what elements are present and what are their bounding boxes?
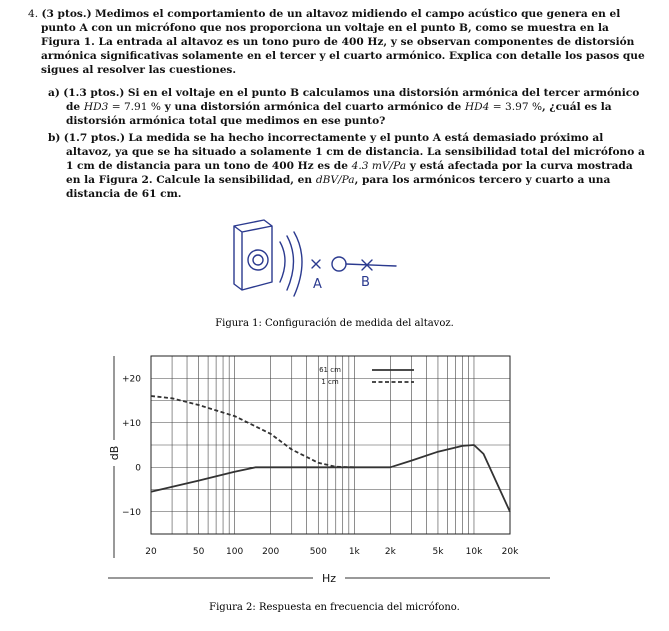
part-b-line-4-pre: en la Figura 2. Calcule la sensibilidad, en	[66, 174, 316, 186]
x-tick-label: 500	[309, 547, 327, 557]
y-tick-label: +20	[122, 374, 141, 385]
figure1-label-a: A	[313, 277, 322, 292]
figure1-caption: Figura 1: Configuración de medida del altavoz.	[215, 318, 454, 329]
x-tick-label: 100	[226, 547, 244, 557]
legend-label: 1 cm	[321, 378, 339, 386]
figure2-caption: Figura 2: Respuesta en frecuencia del micrófono.	[209, 602, 460, 613]
microphone-icon	[332, 257, 346, 271]
x-tick-label: 200	[262, 547, 280, 557]
speaker-cone-icon	[248, 250, 268, 270]
x-tick-label: 2k	[384, 547, 396, 557]
series-line-61-cm	[151, 445, 510, 512]
intro-line-5: sigues al resolver las cuestiones.	[41, 64, 237, 76]
part-b-label: b)	[48, 132, 61, 144]
series-line-1-cm	[151, 396, 354, 467]
part-b-line-3-pre: 1 cm de distancia para un tono de 400 Hz es de	[66, 160, 352, 172]
figure1-sketch	[220, 212, 420, 302]
part-b-line-3-post: y está afectada por la curva mostrada	[406, 160, 633, 172]
part-b-line-5: distancia de 61 cm.	[66, 188, 182, 200]
part-a-line-2-mid: y una distorsión armónica del cuarto armónico de	[160, 101, 465, 113]
sound-wave-icon	[280, 242, 285, 282]
x-tick-label: 20	[145, 547, 157, 557]
hd3-symbol: HD3	[83, 101, 109, 113]
part-a-line-3: distorsión armónica total que medimos en ese punto?	[66, 115, 386, 127]
problem-number: 4.	[28, 8, 39, 20]
part-a-line-2-post: , ¿cuál es la	[542, 101, 612, 113]
intro-line-1: Medimos el comportamiento de un altavoz midiendo el campo acústico que genera en el	[94, 8, 621, 20]
y-axis-label: dB	[108, 445, 121, 461]
hd4-symbol: HD4	[464, 101, 490, 113]
sensitivity-value: 4.3 mV/Pa	[351, 160, 407, 172]
x-tick-label: 5k	[432, 547, 444, 557]
part-a-label: a)	[48, 87, 60, 99]
intro-line-4: armónica significativas solamente en el tercer y el cuarto armónico. Explica con detalle los pasos que	[41, 50, 645, 62]
part-a-line-1: Si en el voltaje en el punto B calculamos una distorsión armónica del tercer armónico	[127, 87, 640, 99]
part-b-line-2: altavoz, ya que se ha situado a solamente 1 cm de distancia. La sensibilidad total del micrófono a	[66, 146, 645, 158]
legend-label: 61 cm	[319, 366, 341, 374]
cable-line	[346, 264, 396, 266]
x-tick-label: 10k	[465, 547, 483, 557]
x-axis-label: Hz	[321, 572, 337, 585]
y-tick-label: +10	[122, 418, 141, 429]
y-tick-label: 0	[135, 463, 141, 474]
hd4-value: = 3.97 %	[489, 101, 543, 113]
y-tick-label: −10	[122, 507, 141, 518]
problem-points: (3 ptos.)	[41, 8, 92, 20]
part-b-line-4-post: , para los armónicos tercero y cuarto a una	[354, 174, 611, 186]
frequency-response-chart	[0, 340, 669, 600]
part-b-points: (1.7 ptos.)	[63, 132, 125, 144]
part-a-points: (1.3 ptos.)	[63, 87, 125, 99]
point-a-mark-icon	[312, 260, 320, 268]
x-tick-label: 20k	[501, 547, 519, 557]
x-tick-label: 50	[192, 547, 205, 557]
part-a-line-2-pre: de	[66, 101, 84, 113]
part-b-line-1: La medida se ha hecho incorrectamente y el punto A está demasiado próximo al	[128, 132, 604, 144]
unit-dbv-pa: dBV/Pa	[315, 174, 355, 186]
hd3-value: = 7.91 %	[108, 101, 161, 113]
x-tick-label: 1k	[348, 547, 360, 557]
figure1-label-b: B	[361, 275, 370, 290]
intro-line-3: Figura 1. La entrada al altavoz es un tono puro de 400 Hz, y se observan componentes de distorsión	[41, 36, 635, 48]
intro-line-2: punto A con un micrófono que nos proporciona un voltaje en el punto B, como se muestra en la	[41, 22, 609, 34]
